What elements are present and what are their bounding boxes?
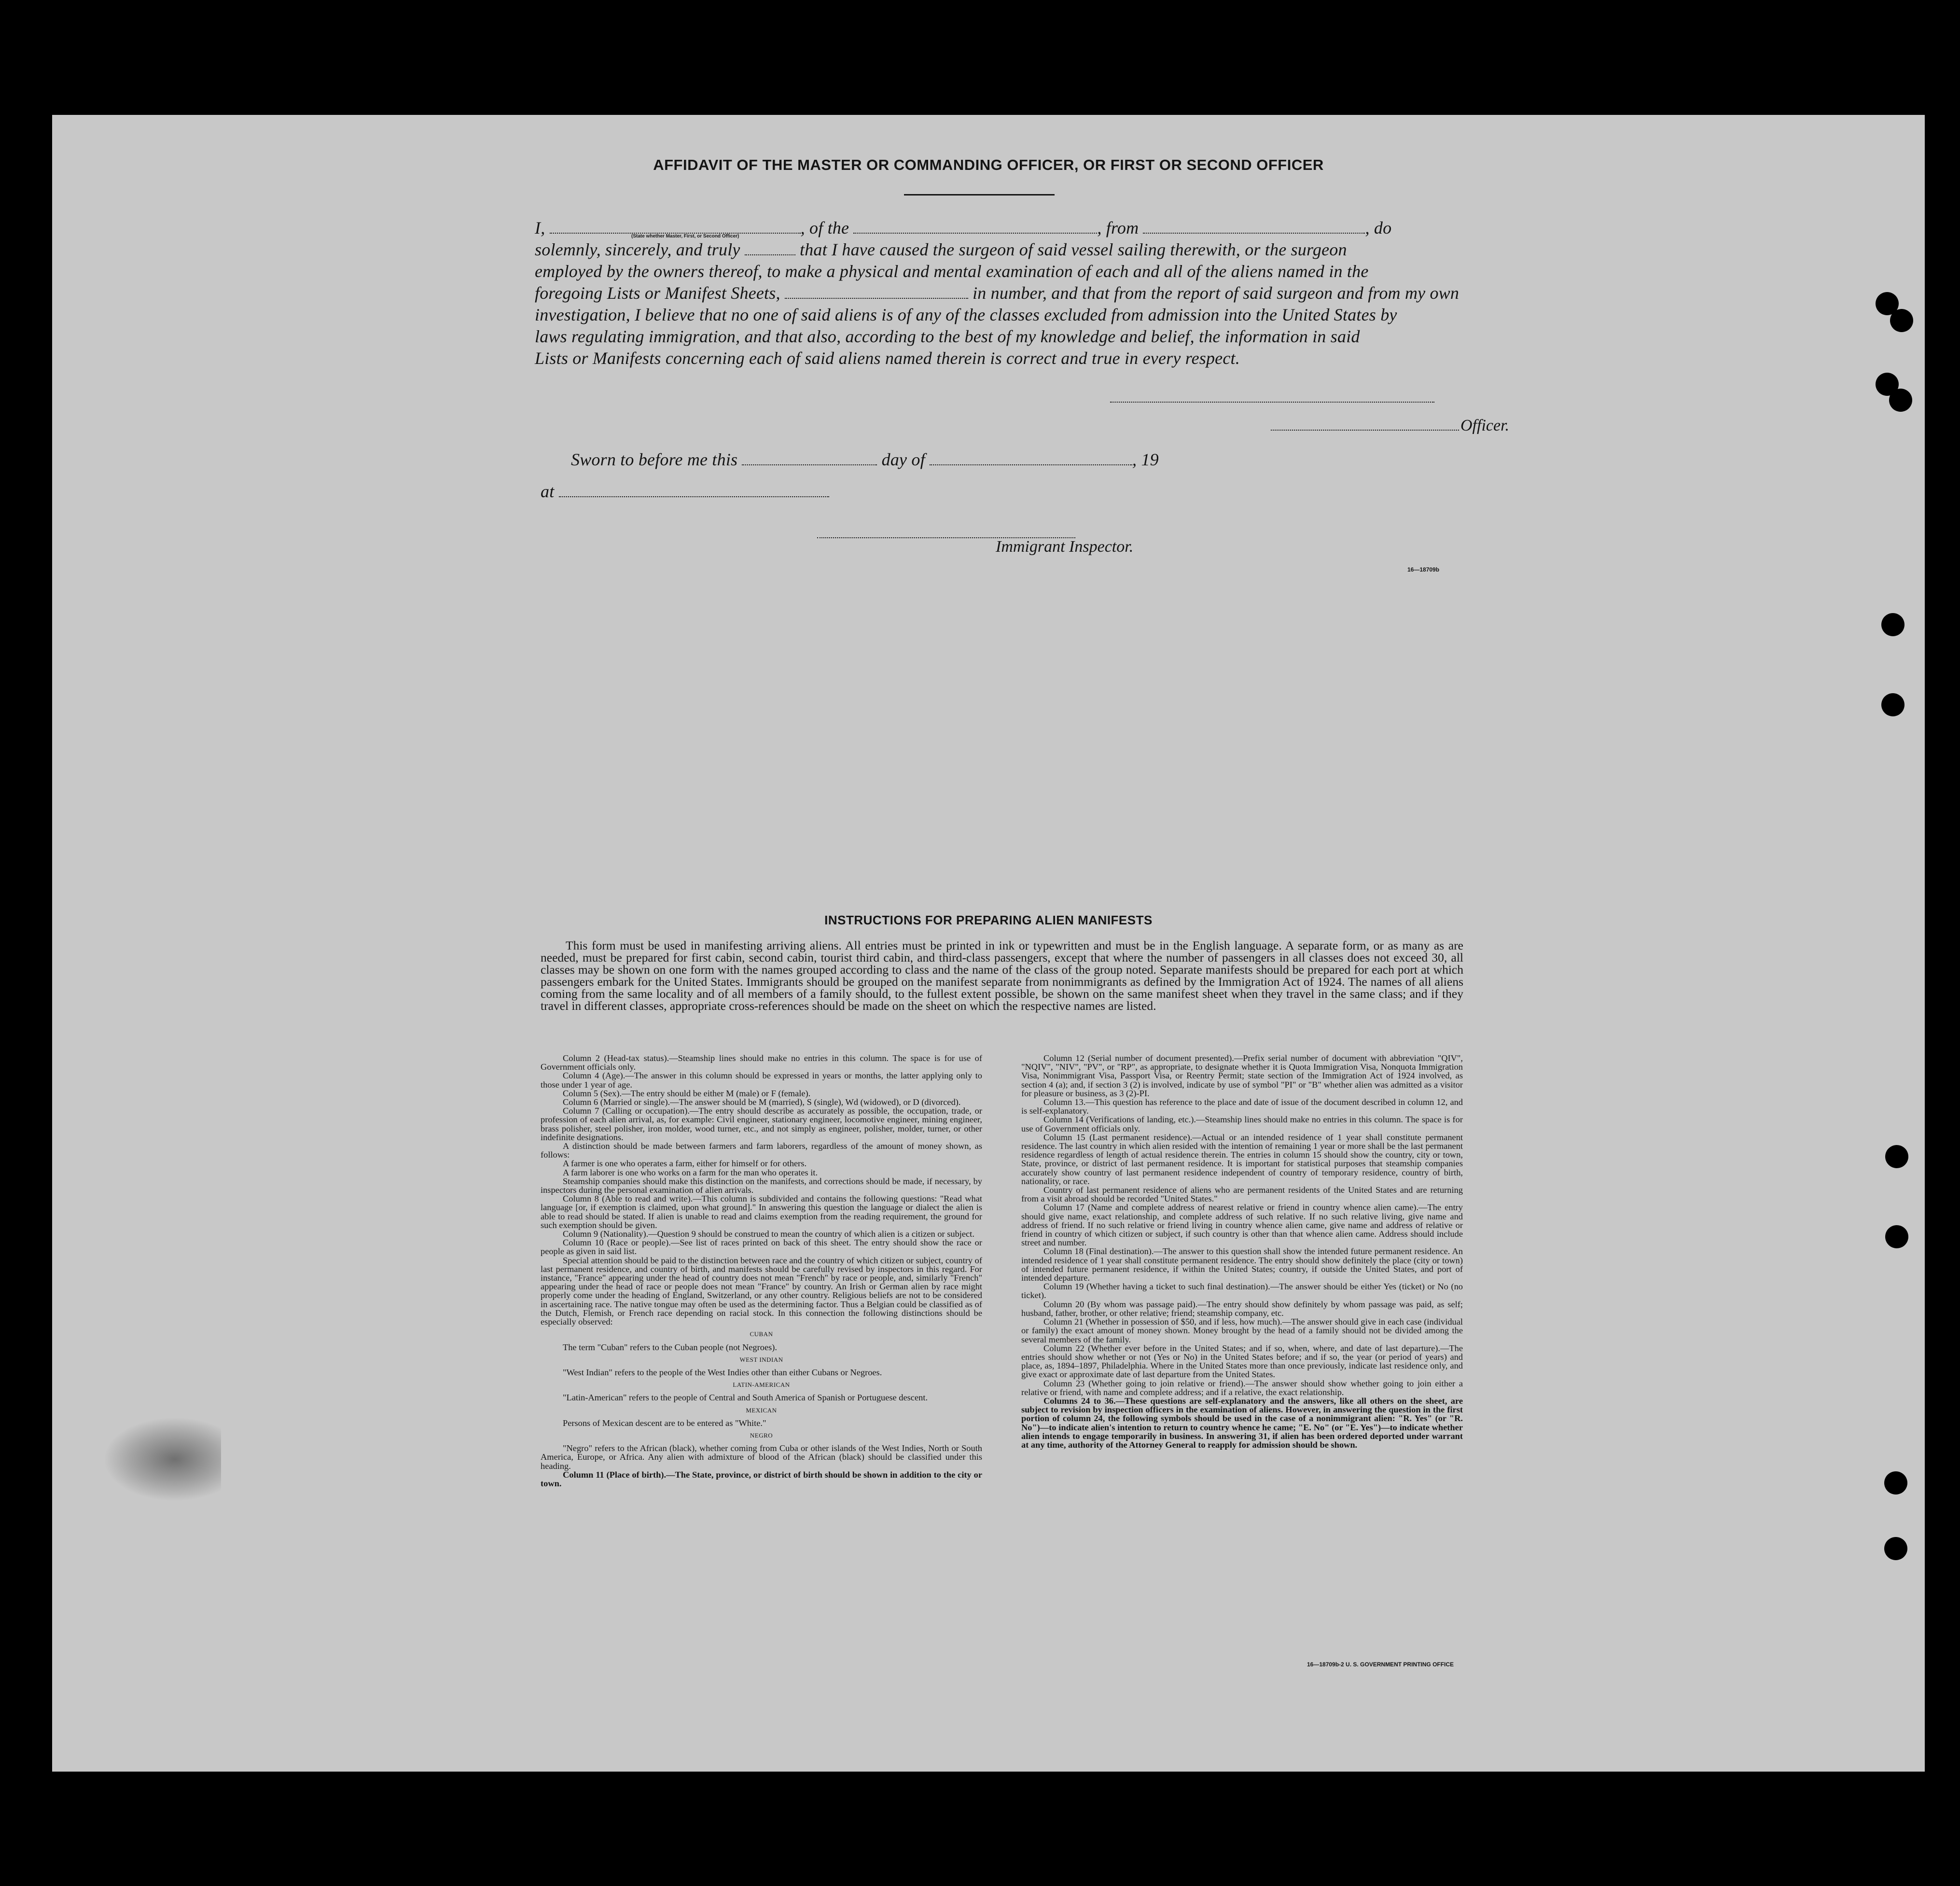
right-paragraph: Column 13.—This question has reference to the place and date of issue of the document described in column 12, and is self-explanatory.	[1021, 1097, 1463, 1116]
binder-hole	[1885, 1145, 1908, 1168]
race-heading-latin-american: LATIN-AMERICAN	[733, 1381, 790, 1389]
right-paragraph: Column 12 (Serial number of document presented).—Prefix serial number of document with abbreviation "QIV", "NQIV", "NIV", "PV", or "RP", as appropriate, to designate whether it is Quota Immigration Visa, Nonquota Immigration Visa, Nonimmigrant Visa, Passport Visa, or Reentry Permit; state section of the Immigration Act of 1924 involved, as section 4 (a); and, if section 3 (2) is involved, indicate by use of symbol "PI" or "B" whether alien was admitted as a visitor for pleasure or business, as 3 (2)-PI.	[1021, 1053, 1463, 1098]
at-place-blank	[559, 483, 829, 497]
manifest-sheet	[52, 115, 1925, 1772]
officer-label: Officer.	[1460, 417, 1510, 434]
right-paragraph: Column 23 (Whether going to join relative or friend).—The answer should show whether going to join either a relative or friend, with name and complete address; and if a relative, the exact relationship.	[1021, 1378, 1463, 1397]
officer-title-line	[1271, 429, 1459, 431]
binder-hole	[1884, 1537, 1907, 1560]
affidavit-line-6: laws regulating immigration, and that also, according to the best of my knowledge and belief, the information in said	[535, 327, 1360, 346]
affidavit-title: AFFIDAVIT OF THE MASTER OR COMMANDING OFFICER, OR FIRST OR SECOND OFFICER	[653, 156, 1324, 173]
binder-hole	[1889, 389, 1912, 412]
left-paragraph: A farmer is one who operates a farm, either for himself or for others.	[563, 1159, 807, 1169]
race-text-latin-american: "Latin-American" refers to the people of Central and South America of Spanish or Portuguese descent.	[563, 1393, 928, 1403]
sworn-line: Sworn to before me this day of , 19	[571, 450, 1159, 469]
left-paragraph: Column 9 (Nationality).—Question 9 should be construed to mean the country of which alien is a citizen or subject.	[563, 1229, 974, 1239]
officer-signature-line	[1110, 401, 1434, 403]
instructions-title: INSTRUCTIONS FOR PREPARING ALIEN MANIFESTS	[824, 913, 1153, 927]
left-paragraph: Column 5 (Sex).—The entry should be either M (male) or F (female).	[563, 1088, 811, 1098]
binder-hole	[1881, 613, 1904, 636]
sworn-month-blank	[930, 451, 1132, 465]
race-text-west-indian: "West Indian" refers to the people of the West Indies other than either Cubans or Negroes.	[563, 1367, 882, 1377]
right-paragraph: Column 18 (Final destination).—The answer to this question shall show the intended future permanent residence. An intended residence of 1 year shall constitute permanent residence. The entry should show definitely the place (city or town) of intended future permanent residence, if within the United States; country, if outside the United States, and port of intended departure.	[1021, 1246, 1463, 1283]
right-paragraph: Columns 24 to 36.—These questions are self-explanatory and the answers, like all others on the sheet, are subject to revision by inspection officers in the examination of aliens. However, in answering the question in the first portion of column 24, the following symbols should be used in the case of a nonimmigrant alien: "R. Yes" (or "R. No")—to indicate alien's intention to return to country whence he came; "E. No" (or "E. Yes")—to indicate whether alien intends to engage temporarily in business. In answering 31, if alien has been ordered deported under warrant at any time, authority of the Attorney General to reapply for admission should be shown.	[1021, 1396, 1463, 1450]
left-paragraph: A distinction should be made between farmers and farm laborers, regardless of the amount of money shown, as follows:	[541, 1141, 982, 1160]
officer-rank-blank	[550, 219, 801, 234]
instructions-intro: This form must be used in manifesting arriving aliens. All entries must be printed in ink or typewritten and must be in the English language. A separate form, or as many as are needed, must be prepared for first cabin, second cabin, tourist third cabin, and third-class passengers, except that where the number of passengers in all classes does not exceed 30, all classes may be shown on one form with the names grouped according to class and the name of the class of the group noted. Separate manifests should be prepared for each port at which passengers embark for the United States. Immigrants should be grouped on the manifest separate from nonimmigrants as defined by the Immigration Act of 1924. The names of all aliens coming from the same locality and of all members of a family should, to the fullest extent possible, be shown on the same manifest sheet when they travel in the same class; and if they travel in different classes, appropriate cross-references should be made on the sheet on which the respective names are listed.	[541, 938, 1463, 1013]
binder-hole	[1881, 693, 1904, 716]
printing-office-footer: 16—18709b-2 U. S. GOVERNMENT PRINTING OFFICE	[1307, 1661, 1454, 1668]
officer-rank-note: (State whether Master, First, or Second Officer)	[631, 234, 739, 239]
race-text-mexican: Persons of Mexican descent are to be entered as "White."	[563, 1418, 766, 1428]
instructions-right-column	[1021, 1054, 1463, 1449]
left-paragraph: Column 10 (Race or people).—See list of races printed on back of this sheet. The entry should show the race or people as given in said list.	[541, 1238, 982, 1257]
race-heading-west-indian: WEST INDIAN	[739, 1355, 783, 1363]
right-paragraph: Column 20 (By whom was passage paid).—The entry should show definitely by whom passage was paid, as self; husband, father, brother, or other relative; friend; steamship company, etc.	[1021, 1299, 1463, 1318]
right-paragraph: Column 22 (Whether ever before in the United States; and if so, when, where, and date of last departure).—The entries should show whether or not (Yes or No) in the United States before; and if so, the year (or period of years) and place, as, 1894–1897, Philadelphia. Where in the United States more than once previously, indicate last residence only, and give exact or approximate date of last departure from the United States.	[1021, 1343, 1463, 1380]
ink-smudge	[105, 1418, 221, 1500]
race-heading-negro: NEGRO	[750, 1431, 773, 1439]
left-paragraph: Column 6 (Married or single).—The answer should be M (married), S (single), Wd (widowed), or D (divorced).	[563, 1097, 961, 1107]
form-number: 16—18709b	[1407, 566, 1440, 573]
instructions-left-column	[541, 1054, 982, 1488]
from-port-blank	[1143, 219, 1365, 234]
vessel-name-blank	[853, 219, 1097, 234]
left-paragraph: Column 7 (Calling or occupation).—The entry should describe as accurately as possible, the occupation, trade, or profession of each alien arrival, as, for example: Civil engineer, stationary engineer, locomotive engineer, mining engineer, brass polisher, steel polisher, iron molder, wood turner, etc., and not simply as engineer, polisher, molder, turner, or other indefinite designations.	[541, 1106, 982, 1142]
affidavit-line-5: investigation, I believe that no one of said aliens is of any of the classes excluded from admission into the United States by	[535, 305, 1397, 324]
left-paragraph: Steamship companies should make this distinction on the manifests, and corrections should be made, if necessary, by inspectors during the personal examination of alien arrivals.	[541, 1176, 982, 1195]
sworn-day-blank	[742, 451, 877, 465]
left-paragraph: Column 8 (Able to read and write).—This column is subdivided and contains the following questions: "Read what language [or, if exemption is claimed, upon what ground]." In answering this question the language or dialect the alien is able to read should be stated. If alien is unable to read and claims exemption from the reading requirement, the ground for such exemption should be given.	[541, 1194, 982, 1230]
right-paragraph: Column 14 (Verifications of landing, etc.).—Steamship lines should make no entries in this column. The space is for use of Government officials only.	[1021, 1115, 1463, 1133]
left-paragraph: Column 2 (Head-tax status).—Steamship lines should make no entries in this column. The space is for use of Government officials only.	[541, 1053, 982, 1072]
right-paragraph: Column 19 (Whether having a ticket to such final destination).—The answer should be either Yes (ticket) or No (no ticket).	[1021, 1282, 1463, 1300]
affidavit-line-2: solemnly, sincerely, and truly that I have caused the surgeon of said vessel sailing therewith, or the surgeon	[535, 240, 1347, 259]
right-paragraph: Country of last permanent residence of aliens who are permanent residents of the United States and are returning from a visit abroad should be recorded "United States."	[1021, 1185, 1463, 1204]
oath-blank	[745, 241, 795, 255]
affidavit-line-1: I, , of the , from , do	[535, 218, 1392, 237]
right-paragraph: Column 21 (Whether in possession of $50, and if less, how much).—The answer should give in each case (individual or family) the exact amount of money shown. Money brought by the head of a family should not be divided among the several members of the family.	[1021, 1317, 1463, 1344]
binder-hole	[1884, 1471, 1907, 1495]
affidavit-line-3: employed by the owners thereof, to make a physical and mental examination of each and all of the aliens named in the	[535, 262, 1369, 281]
at-line: at	[541, 481, 1506, 502]
race-text-cuban: The term "Cuban" refers to the Cuban people (not Negroes).	[563, 1342, 777, 1352]
right-paragraph: Column 17 (Name and complete address of nearest relative or friend in country whence alien came).—The entry should give name, exact relationship, and complete address of such relative. If no such relative living, give name and address of friend. If no such relative or friend living in country whence alien came, give name and address of relative or friend in country of which citizen or subject, if such country is other than that whence alien came. Address should include street and number.	[1021, 1202, 1463, 1248]
left-paragraph: Special attention should be paid to the distinction between race and the country of which citizen or subject, country of last permanent residence, and country of birth, and manifests should be carefully revised by inspectors in this regard. For instance, "France" appearing under the head of country does not mean "French" by race or people, and, similarly "French" appearing under the head of race or people does not mean "France" by country. An Irish or German alien by race might properly come under the heading of England, Switzerland, or any other country. Religious beliefs are not to be considered in ascertaining race. The native tongue may often be used as the determining factor. Thus a Belgian could be classified as of the Dutch, Flemish, or French race depending on racial stock. In this connection the following distinctions should be especially observed:	[541, 1255, 982, 1327]
binder-hole	[1890, 309, 1913, 332]
right-paragraph: Column 15 (Last permanent residence).—Actual or an intended residence of 1 year shall constitute permanent residence. The last country in which alien resided with the intention of remaining 1 year or more shall be the last permanent residence regardless of length of actual residence therein. The entries in column 15 should show the country, city or town, State, province, or district of last permanent residence. It is important for statistical purposes that steamship companies accurately show country of last permanent residence independent of country of temporary residence, country of birth, nationality, or race.	[1021, 1132, 1463, 1186]
inspector-label: Immigrant Inspector.	[996, 538, 1134, 556]
column-11-note: Column 11 (Place of birth).—The State, province, or district of birth should be shown in addition to the city or town.	[541, 1469, 982, 1488]
title-underline	[904, 194, 1055, 196]
affidavit-line-7: Lists or Manifests concerning each of said aliens named therein is correct and true in every respect.	[535, 349, 1240, 368]
manifest-count-blank	[785, 284, 968, 299]
binder-hole	[1885, 1225, 1908, 1248]
race-heading-cuban: CUBAN	[750, 1330, 773, 1338]
left-paragraph: A farm laborer is one who works on a farm for the man who operates it.	[563, 1167, 818, 1177]
left-paragraph: Column 4 (Age).—The answer in this column should be expressed in years or months, the latter applying only to those under 1 year of age.	[541, 1071, 982, 1090]
affidavit-line-4: foregoing Lists or Manifest Sheets, in number, and that from the report of said surgeon and from my own	[535, 283, 1460, 303]
race-heading-mexican: MEXICAN	[746, 1406, 777, 1414]
race-text-negro: "Negro" refers to the African (black), whether coming from Cuba or other islands of the West Indies, North or South America, Europe, or Africa. Any alien with admixture of blood of the African (black) should be classified under this heading.	[541, 1443, 982, 1471]
